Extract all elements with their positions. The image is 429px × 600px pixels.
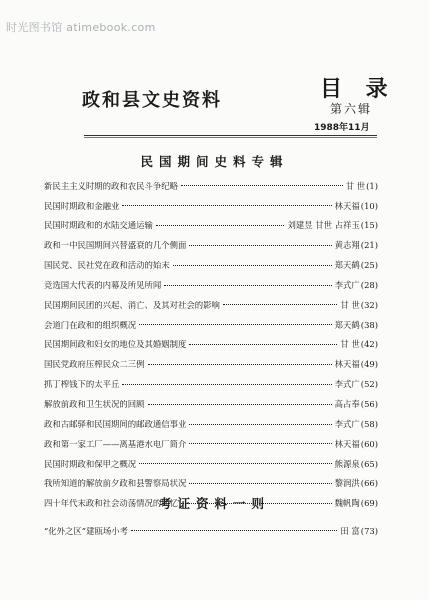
entry-title: 抓丁榨钱下的太平丘 [44, 380, 120, 389]
entry-author: 刘建昱 甘世 占祥玉 [287, 220, 360, 231]
entry-title: 民国时期政和保甲之概况 [44, 459, 137, 468]
entry-author: 甘 世 [345, 180, 366, 191]
dot-leader [131, 530, 337, 531]
entry-title: 民国期间政和妇女的地位及其婚姻制度 [44, 340, 187, 349]
entry-title: 新民主主义时期的政和农民斗争纪略 [44, 181, 178, 191]
dot-leader [148, 364, 332, 365]
entry-page: (42) [360, 339, 378, 350]
toc-entry [44, 414, 378, 434]
entry-page: (38) [360, 319, 378, 330]
entry-page: (49) [360, 359, 378, 370]
toc-entry [44, 474, 378, 494]
entry-author: 郑天鹤 [334, 260, 360, 271]
entry-author: 林天福 [334, 438, 360, 449]
dot-leader [189, 483, 331, 484]
toc-entry [44, 236, 378, 256]
toc-entry [44, 315, 378, 335]
entry-page: (58) [360, 418, 378, 429]
dot-leader [122, 205, 331, 206]
header-rule [84, 135, 377, 136]
entry-page: (15) [360, 220, 378, 231]
entry-title: 国民党政府压榨民众二三例 [44, 360, 145, 369]
entry-author: 熊源泉 [334, 458, 360, 469]
toc-entry [44, 275, 378, 295]
section-heading-research: 考证资料一则 [158, 496, 270, 511]
publication-date: 1988年11月 [314, 123, 370, 133]
entry-page: (25) [360, 260, 378, 271]
entry-title: 政和一中民国期间兴替盛衰的几个侧面 [44, 241, 187, 250]
entry-title: 民国时期政和的水陆交通运输 [44, 221, 153, 230]
toc-list-section1 [44, 176, 378, 513]
entry-author: 黎润洪 [334, 478, 360, 489]
entry-title: 政和第一家工厂——离基港水电厂简介 [44, 439, 187, 449]
entry-author: 林天福 [334, 200, 360, 211]
dot-leader [122, 384, 331, 385]
entry-author: 甘 世 [340, 299, 360, 310]
toc-entry [44, 255, 378, 275]
dot-leader [156, 225, 285, 226]
entry-title: 民国时期政和金融业 [44, 201, 120, 210]
dot-leader [189, 443, 331, 444]
entry-author: 郑天鹤 [334, 319, 360, 330]
entry-page: (69) [360, 498, 378, 509]
dot-leader [139, 463, 332, 464]
toc-entry [44, 295, 378, 315]
entry-author: 甘 世 [340, 339, 360, 350]
entry-title: 国民党、民社党在政和活动的始末 [44, 261, 170, 270]
dot-leader [189, 344, 337, 345]
entry-page: (60) [360, 438, 378, 449]
dot-leader [173, 265, 332, 266]
section-heading-republic-era: 民国期间史料专辑 [140, 154, 289, 169]
toc-entry [44, 176, 378, 196]
entry-author: 李式广 [334, 279, 360, 290]
toc-entry [44, 394, 378, 414]
entry-page: (1) [366, 180, 378, 191]
entry-author: 魏帆陶 [334, 498, 360, 509]
dot-leader [189, 424, 331, 425]
toc-list-section2 [44, 521, 378, 541]
entry-author: 高占奉 [334, 399, 360, 409]
issue-number: 第六辑 [330, 102, 373, 116]
book-title: 政和县文史资料 [82, 90, 222, 111]
entry-page: (28) [360, 279, 378, 290]
toc-entry [44, 521, 378, 541]
entry-author: 田 富 [340, 525, 360, 536]
dot-leader [148, 404, 332, 405]
toc-entry [44, 374, 378, 394]
entry-page: (10) [360, 200, 378, 211]
entry-author: 林天福 [334, 359, 360, 370]
entry-page: (66) [360, 478, 378, 489]
header-rule-thin [84, 137, 377, 138]
entry-page: (56) [360, 399, 378, 409]
toc-entry [44, 196, 378, 216]
entry-title: 我所知道的解放前夕政和县警察局状况 [44, 479, 187, 488]
entry-author: 黄志翔 [334, 240, 360, 251]
entry-page: (52) [360, 379, 378, 390]
entry-title: 民国期间民团的兴起、消亡、及其对社会的影响 [44, 300, 220, 310]
toc-entry [44, 454, 378, 474]
entry-title: 会道门在政和的组织概况 [44, 320, 137, 330]
entry-title: 四十年代末政和社会动荡情况的回忆 [44, 499, 178, 508]
dot-leader [189, 245, 331, 246]
dot-leader [139, 324, 332, 325]
entry-title: 解放前政和卫生状况的回顾 [44, 400, 145, 409]
toc-entry [44, 434, 378, 454]
entry-page: (21) [360, 240, 378, 251]
entry-page: (73) [360, 525, 378, 536]
toc-title: 目 录 [320, 76, 396, 102]
entry-author: 李式广 [334, 418, 360, 429]
toc-entry [44, 335, 378, 355]
entry-title: 竞选国大代表的内幕及所见所闻 [44, 280, 162, 290]
toc-entry [44, 355, 378, 375]
entry-page: (65) [360, 458, 378, 469]
toc-entry [44, 216, 378, 236]
entry-title: 政和古邮驿和民国期间的邮政通信事业 [44, 419, 187, 429]
entry-title: “化外之区”建瓯场小考 [44, 526, 128, 536]
dot-leader [164, 285, 331, 286]
dot-leader [223, 304, 338, 305]
entry-author: 李式广 [334, 379, 360, 390]
entry-page: (32) [360, 299, 378, 310]
dot-leader [181, 185, 343, 186]
watermark: 时光图书馆 atimebook.com [6, 21, 156, 34]
